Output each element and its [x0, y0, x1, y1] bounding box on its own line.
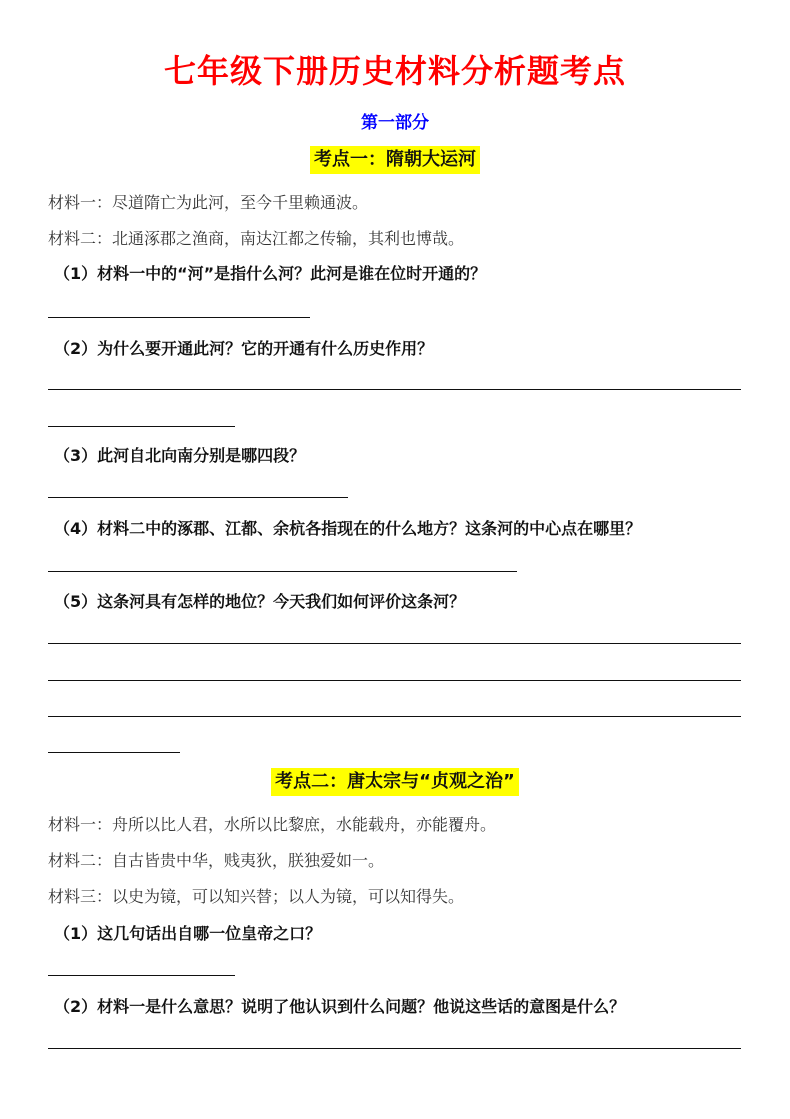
topic2-material-3: 材料三：以史为镜，可以知兴替；以人为镜，可以知得失。 — [48, 887, 465, 906]
topic2-title: 考点二：唐太宗与“贞观之治” — [271, 768, 519, 796]
answer-line[interactable] — [48, 680, 741, 681]
topic1-title: 考点一：隋朝大运河 — [310, 146, 480, 174]
topic1-question-5: （5）这条河具有怎样的地位？今天我们如何评价这条河？ — [54, 592, 466, 611]
topic2-question-1: （1）这几句话出自哪一位皇帝之口？ — [54, 924, 322, 943]
answer-line[interactable] — [48, 389, 741, 390]
topic2-question-2: （2）材料一是什么意思？说明了他认识到什么问题？他说这些话的意图是什么？ — [54, 997, 626, 1016]
topic1-question-2: （2）为什么要开通此河？它的开通有什么历史作用？ — [54, 339, 434, 358]
answer-line[interactable] — [48, 752, 180, 753]
topic1-question-1: （1）材料一中的“河”是指什么河？此河是谁在位时开通的？ — [54, 264, 487, 283]
answer-line[interactable] — [48, 716, 741, 717]
answer-line[interactable] — [48, 317, 310, 318]
topic2-material-2: 材料二：自古皆贵中华，贱夷狄，朕独爱如一。 — [48, 851, 385, 870]
page-title: 七年级下册历史材料分析题考点 — [163, 52, 626, 90]
topic1-material-1: 材料一：尽道隋亡为此河，至今千里赖通波。 — [48, 193, 369, 212]
topic1-question-4: （4）材料二中的涿郡、江都、余杭各指现在的什么地方？这条河的中心点在哪里？ — [54, 519, 642, 538]
answer-line[interactable] — [48, 571, 517, 572]
topic2-heading — [0, 768, 790, 796]
topic1-heading — [0, 146, 790, 174]
answer-line[interactable] — [48, 1048, 741, 1049]
answer-line[interactable] — [48, 975, 235, 976]
answer-line[interactable] — [48, 643, 741, 644]
answer-line[interactable] — [48, 497, 348, 498]
topic1-question-3: （3）此河自北向南分别是哪四段？ — [54, 446, 306, 465]
answer-line[interactable] — [48, 426, 235, 427]
topic2-material-1: 材料一：舟所以比人君，水所以比黎庶，水能载舟，亦能覆舟。 — [48, 815, 497, 834]
topic1-material-2: 材料二：北通涿郡之渔商，南达江都之传输，其利也博哉。 — [48, 229, 465, 248]
part-heading: 第一部分 — [361, 113, 429, 133]
